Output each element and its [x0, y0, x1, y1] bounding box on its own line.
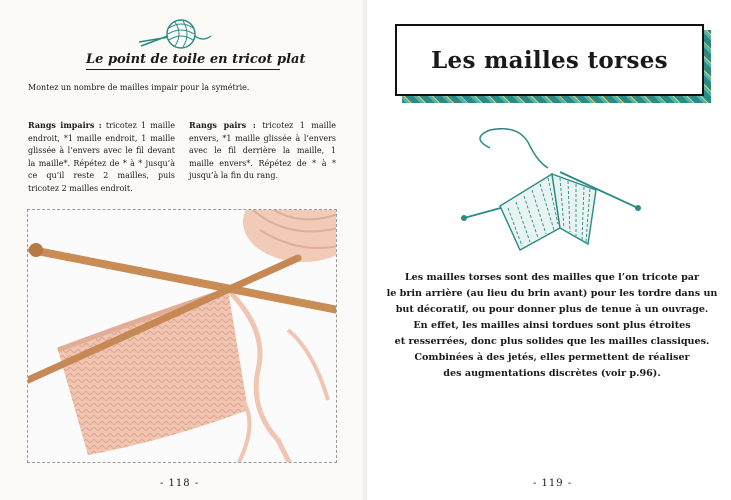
- book-gutter: [363, 0, 367, 500]
- knitting-photo: [27, 209, 337, 463]
- chapter-title: Les mailles torses: [431, 46, 668, 74]
- even-rows-text: tricotez 1 maille envers, *1 maille glissée à l’envers avec le fil derrière la maille, 1 maille envers*. Répétez de * à * jusqu’à la fin du rang.: [189, 121, 336, 180]
- knitting-needles-illustration: [460, 128, 642, 258]
- body-line: Les mailles torses sont des mailles que l’on tricote par: [404, 272, 700, 283]
- body-line: but décoratif, ou pour donner plus de tenue à un ouvrage.: [395, 304, 709, 315]
- left-page: [0, 0, 365, 500]
- body-line: En effet, les mailles ainsi tordues sont plus étroites: [413, 320, 691, 331]
- right-body-text: [382, 270, 722, 382]
- even-rows-label: Rangs pairs :: [189, 120, 256, 130]
- even-rows-instructions: [189, 119, 336, 183]
- page-number-left: - 118 -: [160, 478, 200, 489]
- yarn-ball-icon: [137, 12, 215, 52]
- body-line: le brin arrière (au lieu du brin avant) pour les tordre dans un: [386, 288, 718, 299]
- body-line: et resserrées, donc plus solides que les mailles classiques.: [394, 336, 710, 347]
- body-line: des augmentations discrètes (voir p.96).: [443, 368, 661, 379]
- section-title: Le point de toile en tricot plat: [86, 52, 280, 70]
- odd-rows-label: Rangs impairs :: [28, 120, 102, 130]
- body-line: Combinées à des jetés, elles permettent de réaliser: [414, 352, 690, 363]
- intro-text: Montez un nombre de mailles impair pour la symétrie.: [28, 83, 250, 92]
- odd-rows-instructions: [28, 119, 175, 195]
- odd-rows-text: tricotez 1 maille endroit, *1 maille endroit, 1 maille glissée à l’envers avec le fil devant la maille*. Répétez de * à * jusqu’à ce qu’il reste 2 mailles, puis tricotez 2 mailles endroit.: [28, 121, 176, 193]
- page-number-right: - 119 -: [533, 478, 573, 489]
- chapter-title-box: [395, 24, 704, 96]
